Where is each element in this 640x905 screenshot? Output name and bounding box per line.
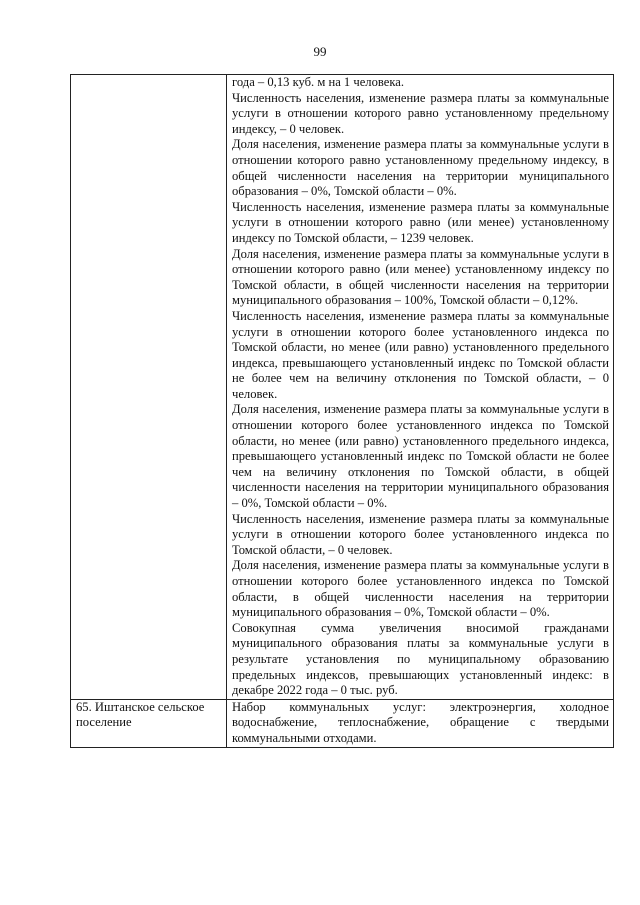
paragraph: Доля населения, изменение размера платы за коммунальные услуги в отношении которого равно установленному предельному индексу, в общей численности населения на территории муниципального образования – 0%, Томской области – 0%.	[232, 137, 609, 199]
table-row	[71, 75, 614, 700]
paragraph: Доля населения, изменение размера платы за коммунальные услуги в отношении которого равно (или менее) установленному индексу по Томской области, в общей численности населения на территории муниципального образования – 100%, Томской области – 0,12%.	[232, 246, 609, 308]
municipality-cell	[71, 75, 227, 700]
paragraph: Численность населения, изменение размера платы за коммунальные услуги в отношении которого равно (или менее) установленному индексу по Томской области, – 1239 человек.	[232, 199, 609, 245]
municipal-utilities-table	[70, 74, 614, 748]
description-cell	[227, 75, 614, 700]
paragraph: Численность населения, изменение размера платы за коммунальные услуги в отношении которого равно установленному предельному индексу, – 0 человек.	[232, 90, 609, 136]
page-number: 99	[313, 44, 327, 59]
description-cell	[227, 699, 614, 747]
paragraph: Доля населения, изменение размера платы за коммунальные услуги в отношении которого более установленного индекса по Томской области, в общей численности населения на территории муниципального образования – 0%, Томской области – 0%.	[232, 558, 609, 620]
paragraph: Совокупная сумма увеличения вносимой гражданами муниципального образования платы за коммунальные услуги в результате установления по муниципальному образованию предельных индексов, превышающих установленный индекс: в декабре 2022 года – 0 тыс. руб.	[232, 620, 609, 698]
paragraph: Численность населения, изменение размера платы за коммунальные услуги в отношении которого более установленного индекса по Томской области, но менее (или равно) установленного предельного индекса, превышающего установленный индекс по Томской области не более чем на величину отклонения по Томской области, – 0 человек.	[232, 308, 609, 401]
paragraph: Набор коммунальных услуг: электроэнергия, холодное водоснабжение, теплоснабжение, обращение с твердыми коммунальными отходами.	[232, 699, 609, 745]
paragraph: Доля населения, изменение размера платы за коммунальные услуги в отношении которого более установленного индекса по Томской области, но менее (или равно) установленного предельного индекса, превышающего установленный индекс по Томской области не более чем на величину отклонения по Томской области, в общей численности населения на территории муниципального образования – 0%, Томской области – 0%.	[232, 402, 609, 511]
paragraph: Численность населения, изменение размера платы за коммунальные услуги в отношении которого более установленного индекса по Томской области, – 0 человек.	[232, 511, 609, 557]
paragraph: года – 0,13 куб. м на 1 человека.	[232, 75, 405, 89]
municipality-cell: 65. Иштанское сельское поселение	[71, 699, 227, 747]
table-row	[71, 699, 614, 747]
